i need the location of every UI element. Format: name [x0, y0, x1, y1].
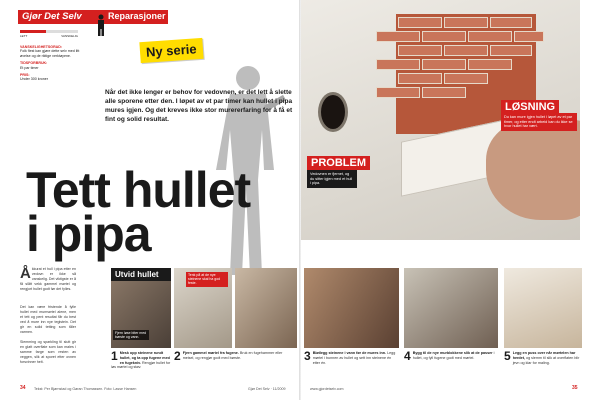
fact-label: VANSKELIGHETSGRAD: [20, 45, 63, 49]
step-number: 1 [111, 349, 118, 363]
problem-label: PROBLEM [307, 156, 370, 170]
body-column-3 [20, 340, 76, 365]
drop-cap: Å [20, 265, 31, 282]
step-2-caption: Tenk på at de nye steinene skal ha god feste. [186, 272, 228, 287]
masthead [18, 10, 168, 24]
step-number: 2 [174, 349, 181, 363]
hero-photo [301, 0, 580, 240]
body-column-2 [20, 305, 76, 335]
new-series-badge: Ny serie [139, 38, 203, 63]
intro-text: Når det ikke lenger er behov for vedovnen, er det lett å slette alle sporene etter den. I løpet av et par timer kan hullet i pipa mures igjen. Og det kreves ikke stor murererfaring for å få et fint og solid resultat. [105, 89, 293, 123]
step-1-text: 1 Mesk opp steinene rundt hullet, og ta opp fugene med en fugekniv. Rengjør hullet for løs mørtel og støv. [111, 349, 171, 370]
step-5-photo [404, 268, 498, 348]
fact-text: Folk flest kan gjøre dette selv med litt øvelse og de riktige verktøyene. [20, 49, 80, 58]
step-4-photo [304, 268, 399, 348]
step-number: 5 [504, 349, 511, 363]
steps-heading: Utvid hullet [111, 268, 171, 281]
inset-hole-photo [318, 92, 348, 132]
fact-label: TIDSFORBRUK: [20, 61, 48, 66]
step-2-text: 2 Fjern gammel mørtel fra fugene. Bruk en fugehammer eller meisel, og rengjør godt med børste. [174, 349, 283, 363]
website: www.gjordetselv.com [310, 387, 344, 391]
fact-text: Et par timer [20, 65, 39, 70]
title-line-2: i pipa [26, 206, 151, 262]
problem-text: Vedovnen er fjernet, og du sitter igjen med et hull i pipa. [307, 170, 357, 188]
difficulty-low-label: LETT [20, 34, 28, 38]
page-number-right: 35 [572, 385, 578, 391]
step-2-photo [174, 268, 232, 348]
body-text: Slemming og sparkling til slutt gir en glatt overflate som kan males i samme farge som resten av veggen, slik at sporet etter ovnen forsvinner helt. [20, 340, 76, 364]
difficulty-meter [20, 30, 78, 38]
step-number: 4 [404, 349, 411, 363]
fact-label: PRIS: [20, 73, 30, 78]
fact-box [20, 42, 84, 82]
step-number: 3 [304, 349, 311, 363]
issue-info: Gjør Det Selv · 11/2009 [248, 387, 286, 391]
step-6-photo [504, 268, 582, 348]
difficulty-bar [20, 30, 78, 33]
body-column-1 [20, 267, 76, 292]
solution-text: Du kan mure igjen hullet i løpet av et par timer, og etter endt arbeid kan du ikke se hvor hullet har vært. [501, 113, 577, 131]
difficulty-fill [20, 30, 46, 33]
credits: Tekst: Per Bjørnstad og Gøran Thomassen. Foto: Lasse Hansen [34, 387, 137, 391]
step-5-text: 5 Legg en puss over når mørtelen har herdet, og slemm til slik at overflaten blir jevn og klar for maling. [504, 349, 580, 365]
step-3-text: 3 Bløtlegg steinene i vann før de mures inn. Legg mørtel i bunnen av hullet og sett inn steinene én etter én. [304, 349, 396, 365]
body-text: Det kan være fristende å fylle hullet med murmørtel alene, men et tett og pent resultat får du best ved å mure inn nye teglstein. Det gir en solid tetting som tåler varmen. [20, 305, 76, 334]
body-text: kkurat et hull i pipa etter en vedovn er ikke så vanskelig. Det viktigste er å få slått vekk gammel mørtel og rengjort hullet godt før det fylles. [20, 267, 76, 291]
masthead-brand: Gjør Det Selv [22, 11, 82, 22]
masthead-section: Reparasjoner [108, 11, 166, 21]
step-3-photo [235, 268, 297, 348]
step-4-text: 4 Bygg til de nye murblokkene slik at de passer i hullet, og fyll fugene godt med mørtel. [404, 349, 495, 363]
page-number-left: 34 [20, 385, 26, 391]
difficulty-high-label: VANSKELIG [61, 34, 78, 38]
worker-icon [94, 14, 108, 36]
article-title [26, 162, 251, 262]
step-1-caption: Fjern løse biter med børste og vann. [113, 330, 149, 340]
solution-label: LØSNING [501, 100, 559, 114]
title-line-1: Tett hullet [26, 162, 251, 218]
fact-text: Under 300 kroner [20, 77, 48, 82]
